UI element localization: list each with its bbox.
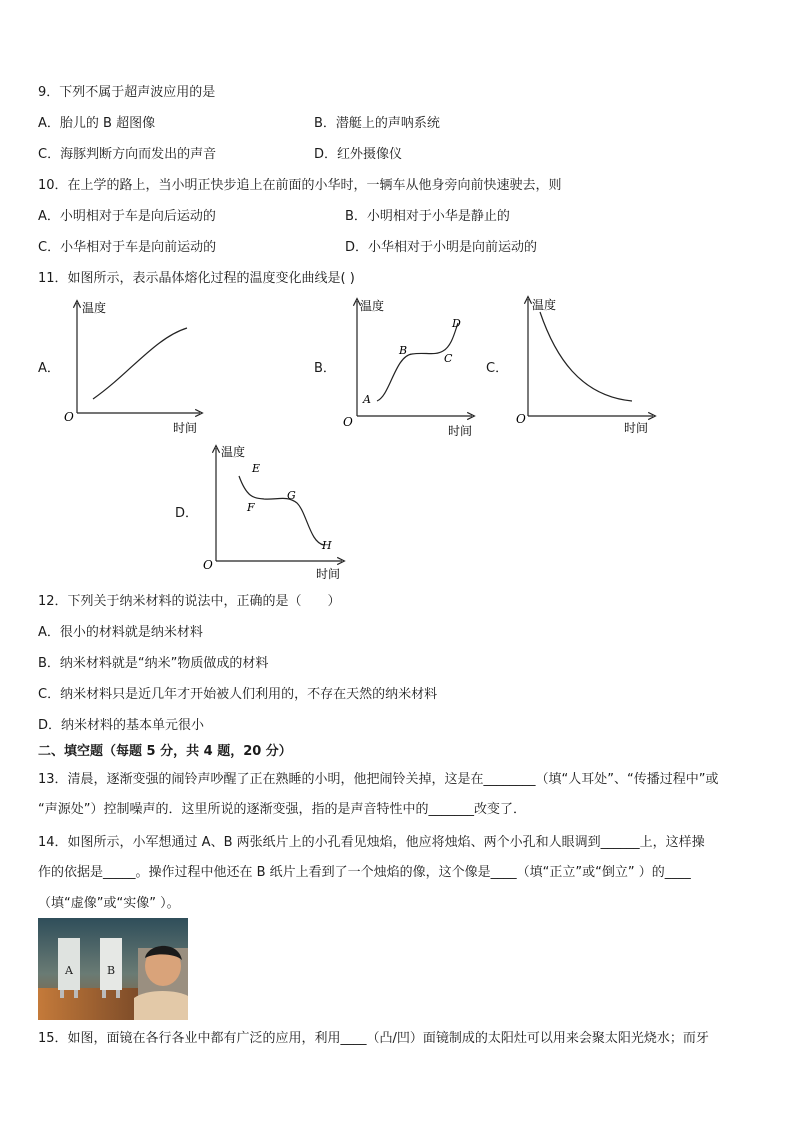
q12-option-b: B．纳米材料就是“纳米”物质做成的材料 <box>38 656 269 671</box>
q11-stem: 11．如图所示，表示晶体熔化过程的温度变化曲线是( ) <box>38 271 355 286</box>
q10-stem: 10．在上学的路上，当小明正快步追上在前面的小华时，一辆车从他身旁向前快速驶去，则 <box>38 178 562 193</box>
q11-option-a-label: A． <box>38 361 60 376</box>
q14-line1: 14．如图所示，小军想通过 A、B 两张纸片上的小孔看见烛焰，他应将烛焰、两个小孔和人眼调到______上，这样操 <box>38 835 705 850</box>
q14-photo <box>38 918 188 1020</box>
graph-d-x-label: 时间 <box>316 567 341 581</box>
q11-option-c-label: C． <box>486 361 509 376</box>
section-heading: 二、填空题（每题 5 分，共 4 题，20 分） <box>38 744 292 759</box>
q9-option-c: C．海豚判断方向而发出的声音 <box>38 147 217 162</box>
q9-option-b: B．潜艇上的声呐系统 <box>314 116 440 131</box>
q11-option-b-label: B． <box>314 361 336 376</box>
graph-d <box>202 443 352 583</box>
q9-option-d: D．红外摄像仪 <box>314 147 403 162</box>
q14-line2: 作的依据是_____。操作过程中他还在 B 纸片上看到了一个烛焰的像，这个像是____（填“正立”或“倒立” ）的____ <box>38 865 691 880</box>
q10-option-b: B．小明相对于小华是静止的 <box>345 209 510 224</box>
graph-c-curve <box>540 312 632 401</box>
graph-b-y-label: 温度 <box>360 299 385 313</box>
q10-option-c: C．小华相对于车是向前运动的 <box>38 240 217 255</box>
graph-c <box>510 296 660 436</box>
q12-stem: 12．下列关于纳米材料的说法中，正确的是（ ） <box>38 594 341 609</box>
graph-b-point-d: D <box>452 317 461 330</box>
q13-line1: 13．清晨，逐渐变强的闹铃声吵醒了正在熟睡的小明，他把闹铃关掉，这是在________（填“人耳处”、“传播过程中”或 <box>38 772 719 787</box>
graph-d-origin: O <box>203 558 213 572</box>
graph-a-origin: O <box>64 410 74 424</box>
graph-a-x-label: 时间 <box>173 421 198 435</box>
q10-option-d: D．小华相对于小明是向前运动的 <box>345 240 538 255</box>
photo-label-b: B <box>107 964 116 977</box>
q9-stem: 9．下列不属于超声波应用的是 <box>38 85 216 100</box>
graph-d-point-f: F <box>247 501 255 514</box>
graph-a-curve <box>93 328 187 399</box>
graph-a-y-label: 温度 <box>82 301 107 315</box>
graph-a <box>60 298 210 438</box>
photo-label-a: A <box>65 964 73 977</box>
q13-line2: “声源处”）控制噪声的．这里所说的逐渐变强，指的是声音特性中的_______改变了． <box>38 802 526 817</box>
graph-b-origin: O <box>343 415 353 429</box>
q12-option-d: D．纳米材料的基本单元很小 <box>38 718 205 733</box>
q14-line3: （填“虚像”或“实像” ）。 <box>38 896 180 911</box>
graph-d-y-label: 温度 <box>221 445 246 459</box>
graph-c-origin: O <box>516 412 526 426</box>
q10-option-a: A．小明相对于车是向后运动的 <box>38 209 216 224</box>
graph-d-point-h: H <box>322 539 332 552</box>
graph-b-point-a: A <box>363 393 371 406</box>
graph-b <box>340 296 480 441</box>
graph-b-point-c: C <box>444 352 453 365</box>
graph-b-x-label: 时间 <box>448 424 473 438</box>
q9-option-a: A．胎儿的 B 超图像 <box>38 116 156 131</box>
q15-line1: 15．如图，面镜在各行各业中都有广泛的应用，利用____（凸/凹）面镜制成的太阳灶可以用来会聚太阳光烧水；而牙 <box>38 1031 709 1046</box>
q12-option-c: C．纳米材料只是近几年才开始被人们利用的，不存在天然的纳米材料 <box>38 687 438 702</box>
q12-option-a: A．很小的材料就是纳米材料 <box>38 625 203 640</box>
graph-b-point-b: B <box>399 344 408 357</box>
graph-d-point-g: G <box>287 489 296 502</box>
graph-d-point-e: E <box>252 462 261 475</box>
graph-c-x-label: 时间 <box>624 421 649 435</box>
graph-c-y-label: 温度 <box>532 298 557 312</box>
q11-option-d-label: D． <box>175 506 199 521</box>
